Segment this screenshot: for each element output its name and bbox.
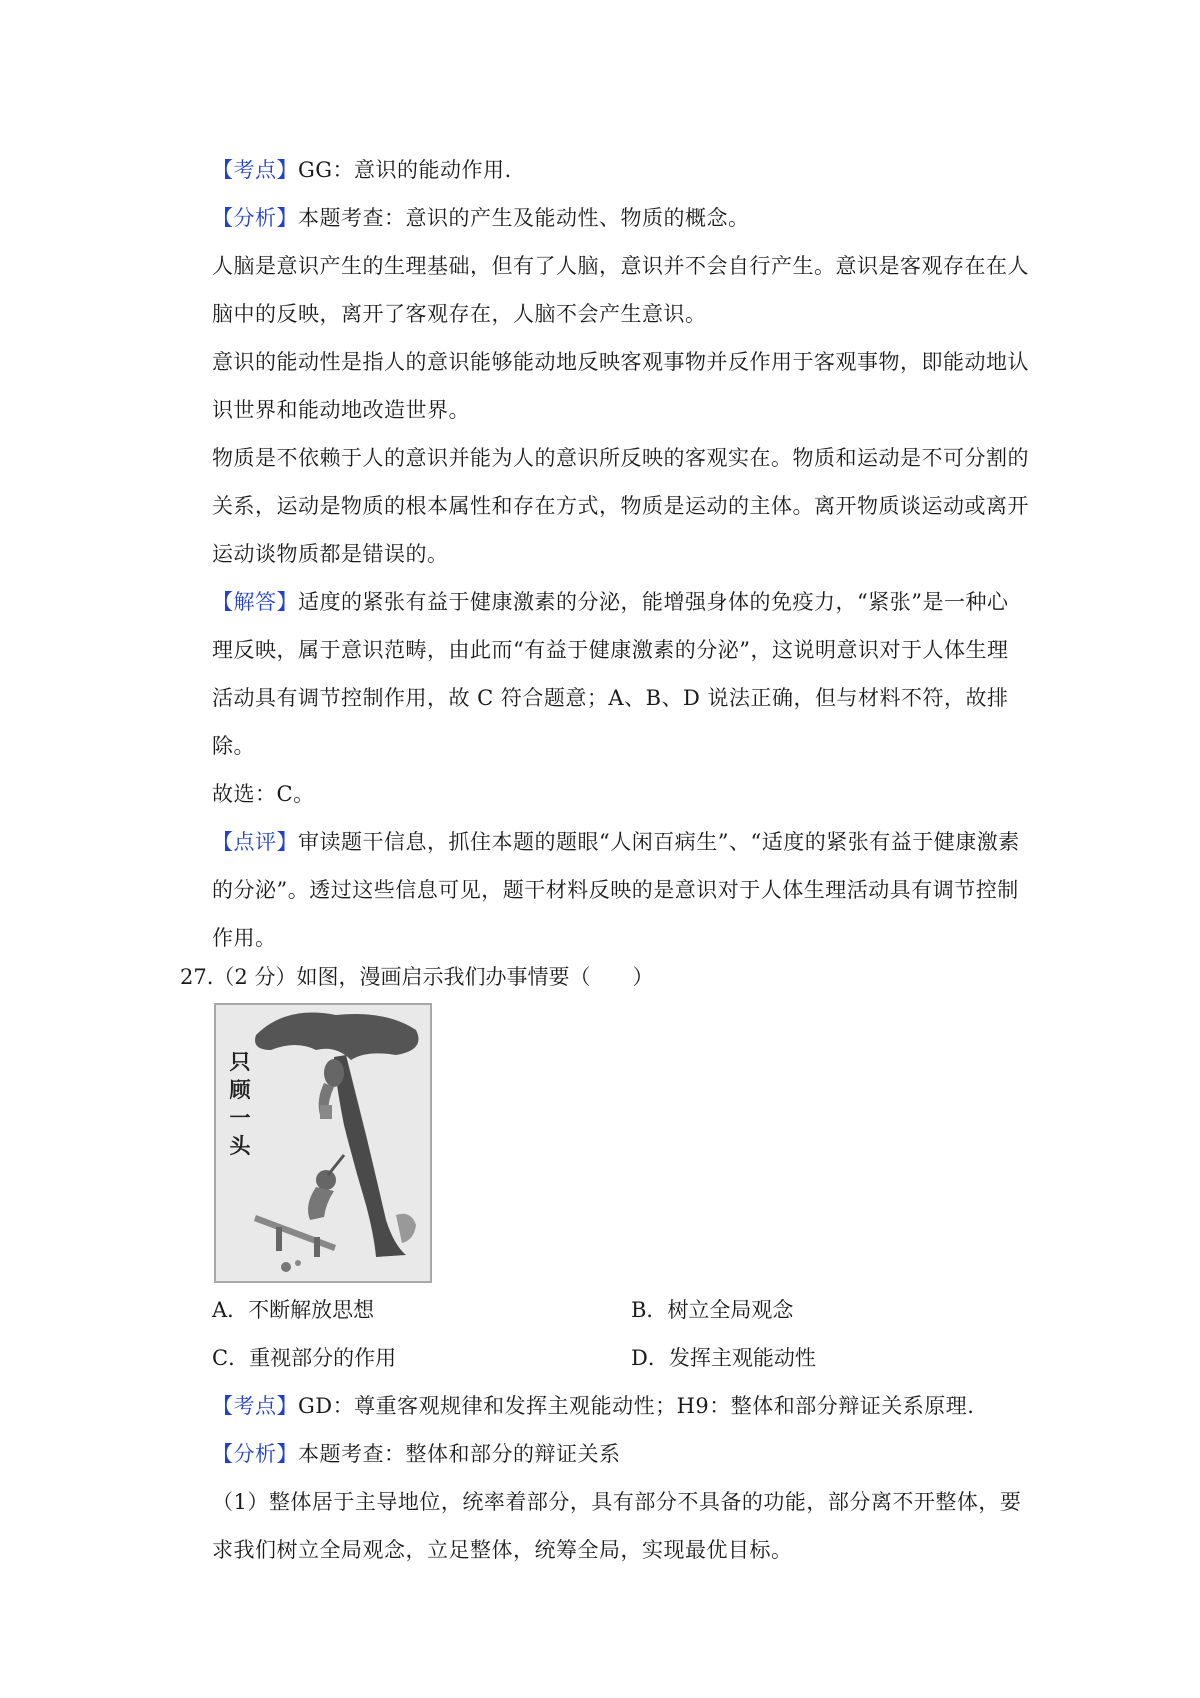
option-letter: C． bbox=[212, 1346, 250, 1370]
option-a bbox=[212, 1295, 374, 1325]
option-letter: D． bbox=[631, 1346, 669, 1370]
kaodian-text: GG：意识的能动作用. bbox=[298, 158, 512, 182]
question-stem: （2 分）如图，漫画启示我们办事情要（ ） bbox=[213, 965, 654, 989]
fenxi-tag: 【分析】 bbox=[212, 206, 298, 230]
kaodian-tag: 【考点】 bbox=[212, 1394, 298, 1418]
option-letter: A． bbox=[212, 1298, 249, 1322]
choice-line: 故选：C。 bbox=[212, 782, 315, 806]
cartoon-caption-char: 顾 bbox=[229, 1078, 251, 1102]
fenxi-line bbox=[212, 203, 1032, 233]
answer-paragraph-line: 活动具有调节控制作用，故 C 符合题意；A、B、D 说法正确，但与材料不符，故排 bbox=[212, 686, 1009, 710]
answer-paragraph-line: 理反映，属于意识范畴，由此而“有益于健康激素的分泌”，这说明意识对于人体生理 bbox=[212, 638, 1009, 662]
analysis-paragraph-line: 识世界和能动地改造世界。 bbox=[212, 398, 470, 422]
cartoon-image bbox=[214, 1003, 432, 1283]
fenxi-tag: 【分析】 bbox=[212, 1442, 298, 1466]
option-d bbox=[631, 1343, 816, 1373]
dianping-line bbox=[212, 827, 1032, 857]
fenxi-line bbox=[212, 1439, 1032, 1469]
option-text: 发挥主观能动性 bbox=[668, 1346, 816, 1370]
option-text: 不断解放思想 bbox=[248, 1298, 375, 1322]
option-text: 重视部分的作用 bbox=[249, 1346, 397, 1370]
analysis-paragraph-line: 物质是不依赖于人的意识并能为人的意识所反映的客观实在。物质和运动是不可分割的 bbox=[212, 446, 1029, 470]
cartoon-caption-char: 只 bbox=[229, 1050, 251, 1074]
jieda-tag: 【解答】 bbox=[212, 590, 298, 614]
kaodian-line bbox=[212, 1391, 1032, 1421]
answer-paragraph-line: 除。 bbox=[212, 734, 255, 758]
jieda-line bbox=[212, 587, 1032, 617]
analysis-paragraph-line: 脑中的反映，离开了客观存在，人脑不会产生意识。 bbox=[212, 302, 707, 326]
kaodian-line bbox=[212, 155, 1032, 185]
fenxi-text: 本题考查：意识的产生及能动性、物质的概念。 bbox=[298, 206, 750, 230]
option-c bbox=[212, 1343, 396, 1373]
analysis-paragraph-line: 求我们树立全局观念，立足整体，统筹全局，实现最优目标。 bbox=[212, 1538, 793, 1562]
analysis-paragraph-line: 运动谈物质都是错误的。 bbox=[212, 542, 449, 566]
kaodian-text: GD：尊重客观规律和发挥主观能动性；H9：整体和部分辩证关系原理. bbox=[298, 1394, 975, 1418]
option-b bbox=[631, 1295, 793, 1325]
jieda-text: 适度的紧张有益于健康激素的分泌，能增强身体的免疫力，“紧张”是一种心 bbox=[298, 590, 1009, 614]
option-letter: B． bbox=[631, 1298, 668, 1322]
kaodian-tag: 【考点】 bbox=[212, 158, 298, 182]
analysis-paragraph-line: 意识的能动性是指人的意识能够能动地反映客观事物并反作用于客观事物，即能动地认 bbox=[212, 350, 1029, 374]
dianping-tag: 【点评】 bbox=[212, 830, 298, 854]
question-number: 27. bbox=[180, 965, 214, 989]
analysis-paragraph-line: 关系，运动是物质的根本属性和存在方式，物质是运动的主体。离开物质谈运动或离开 bbox=[212, 494, 1029, 518]
analysis-paragraph-line: （1）整体居于主导地位，统率着部分，具有部分不具备的功能，部分离不开整体，要 bbox=[212, 1490, 1022, 1514]
fenxi-text: 本题考查：整体和部分的辩证关系 bbox=[298, 1442, 621, 1466]
analysis-paragraph-line: 人脑是意识产生的生理基础，但有了人脑，意识并不会自行产生。意识是客观存在在人 bbox=[212, 254, 1029, 278]
comment-paragraph-line: 作用。 bbox=[212, 926, 277, 950]
cartoon-caption-char: 头 bbox=[229, 1134, 251, 1158]
dianping-text: 审读题干信息，抓住本题的题眼“人闲百病生”、“适度的紧张有益于健康激素 bbox=[298, 830, 1020, 854]
question-27 bbox=[180, 962, 653, 992]
option-text: 树立全局观念 bbox=[667, 1298, 794, 1322]
comment-paragraph-line: 的分泌”。透过这些信息可见，题干材料反映的是意识对于人体生理活动具有调节控制 bbox=[212, 878, 1019, 902]
cartoon-caption-char: 一 bbox=[229, 1106, 251, 1130]
